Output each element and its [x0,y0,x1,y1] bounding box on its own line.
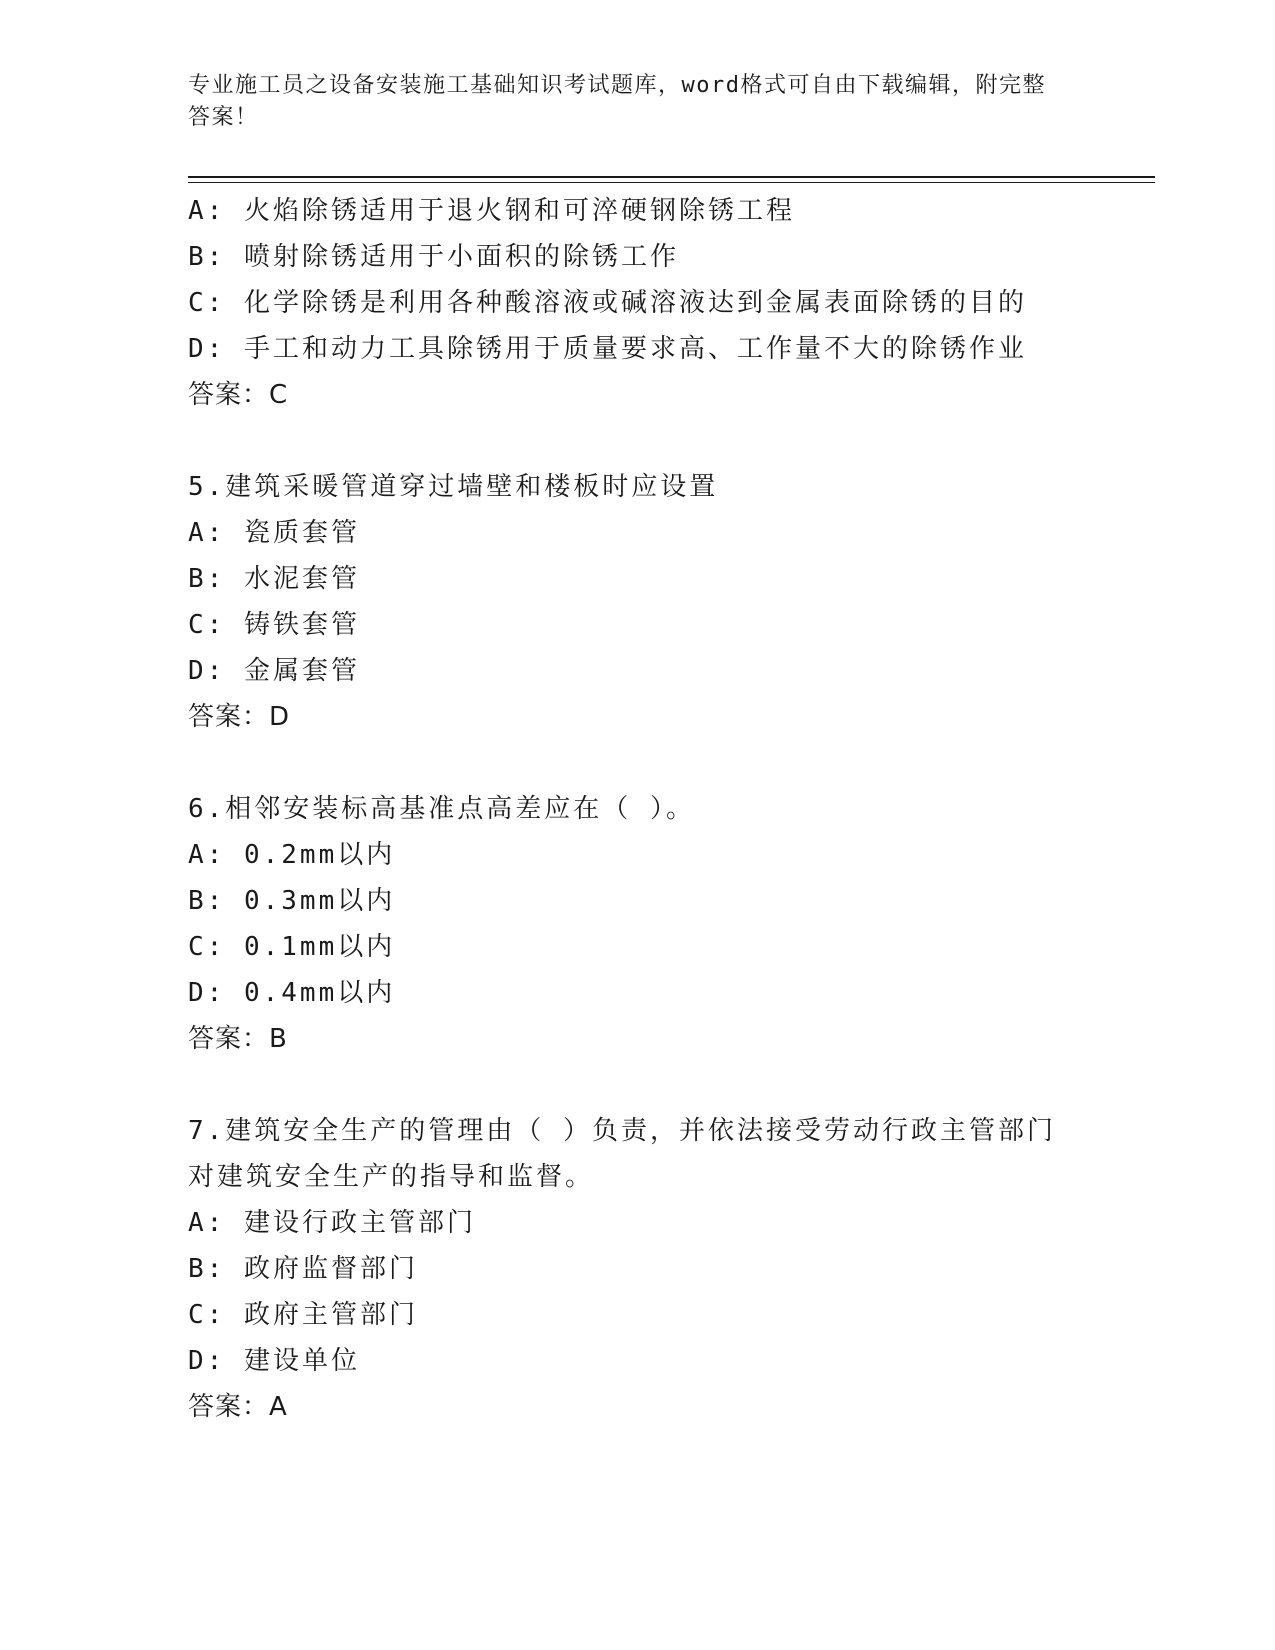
option-a: A: 火焰除锈适用于退火钢和可淬硬钢除锈工程 [188,196,795,226]
spacer [188,418,1088,464]
question-block-6 [188,786,1088,1062]
answer: 答案：D [188,702,291,732]
option-d: D: 金属套管 [188,656,360,686]
option-b: B: 水泥套管 [188,564,360,594]
header-divider-thick [188,176,1155,178]
answer: 答案：B [188,1024,288,1054]
option-d: D: 手工和动力工具除锈用于质量要求高、工作量不大的除锈作业 [188,334,1027,364]
option-c: C: 化学除锈是利用各种酸溶液或碱溶液达到金属表面除锈的目的 [188,288,1027,318]
question-stem: 7.建筑安全生产的管理由（ ）负责，并依法接受劳动行政主管部门对建筑安全生产的指导和监督。 [188,1116,1056,1192]
option-c: C: 政府主管部门 [188,1300,418,1330]
spacer [188,1062,1088,1108]
spacer [188,740,1088,786]
option-d: D: 0.4mm以内 [188,978,396,1008]
answer: 答案：A [188,1392,288,1422]
option-b: B: 政府监督部门 [188,1254,418,1284]
question-block-5 [188,464,1088,740]
question-stem: 5.建筑采暖管道穿过墙壁和楼板时应设置 [188,472,719,502]
question-list [188,188,1088,1430]
option-b: B: 0.3mm以内 [188,886,396,916]
option-b: B: 喷射除锈适用于小面积的除锈工作 [188,242,679,272]
header-divider-thin [188,182,1155,183]
option-a: A: 0.2mm以内 [188,840,396,870]
page-header: 专业施工员之设备安装施工基础知识考试题库，word格式可自由下载编辑，附完整答案！ [188,73,1046,130]
option-d: D: 建设单位 [188,1346,360,1376]
question-block-7 [188,1108,1088,1430]
option-c: C: 0.1mm以内 [188,932,396,962]
option-c: C: 铸铁套管 [188,610,360,640]
question-block-continued [188,188,1088,418]
answer: 答案：C [188,380,289,410]
option-a: A: 瓷质套管 [188,518,360,548]
option-a: A: 建设行政主管部门 [188,1208,476,1238]
question-stem: 6.相邻安装标高基准点高差应在（ ）。 [188,794,695,824]
